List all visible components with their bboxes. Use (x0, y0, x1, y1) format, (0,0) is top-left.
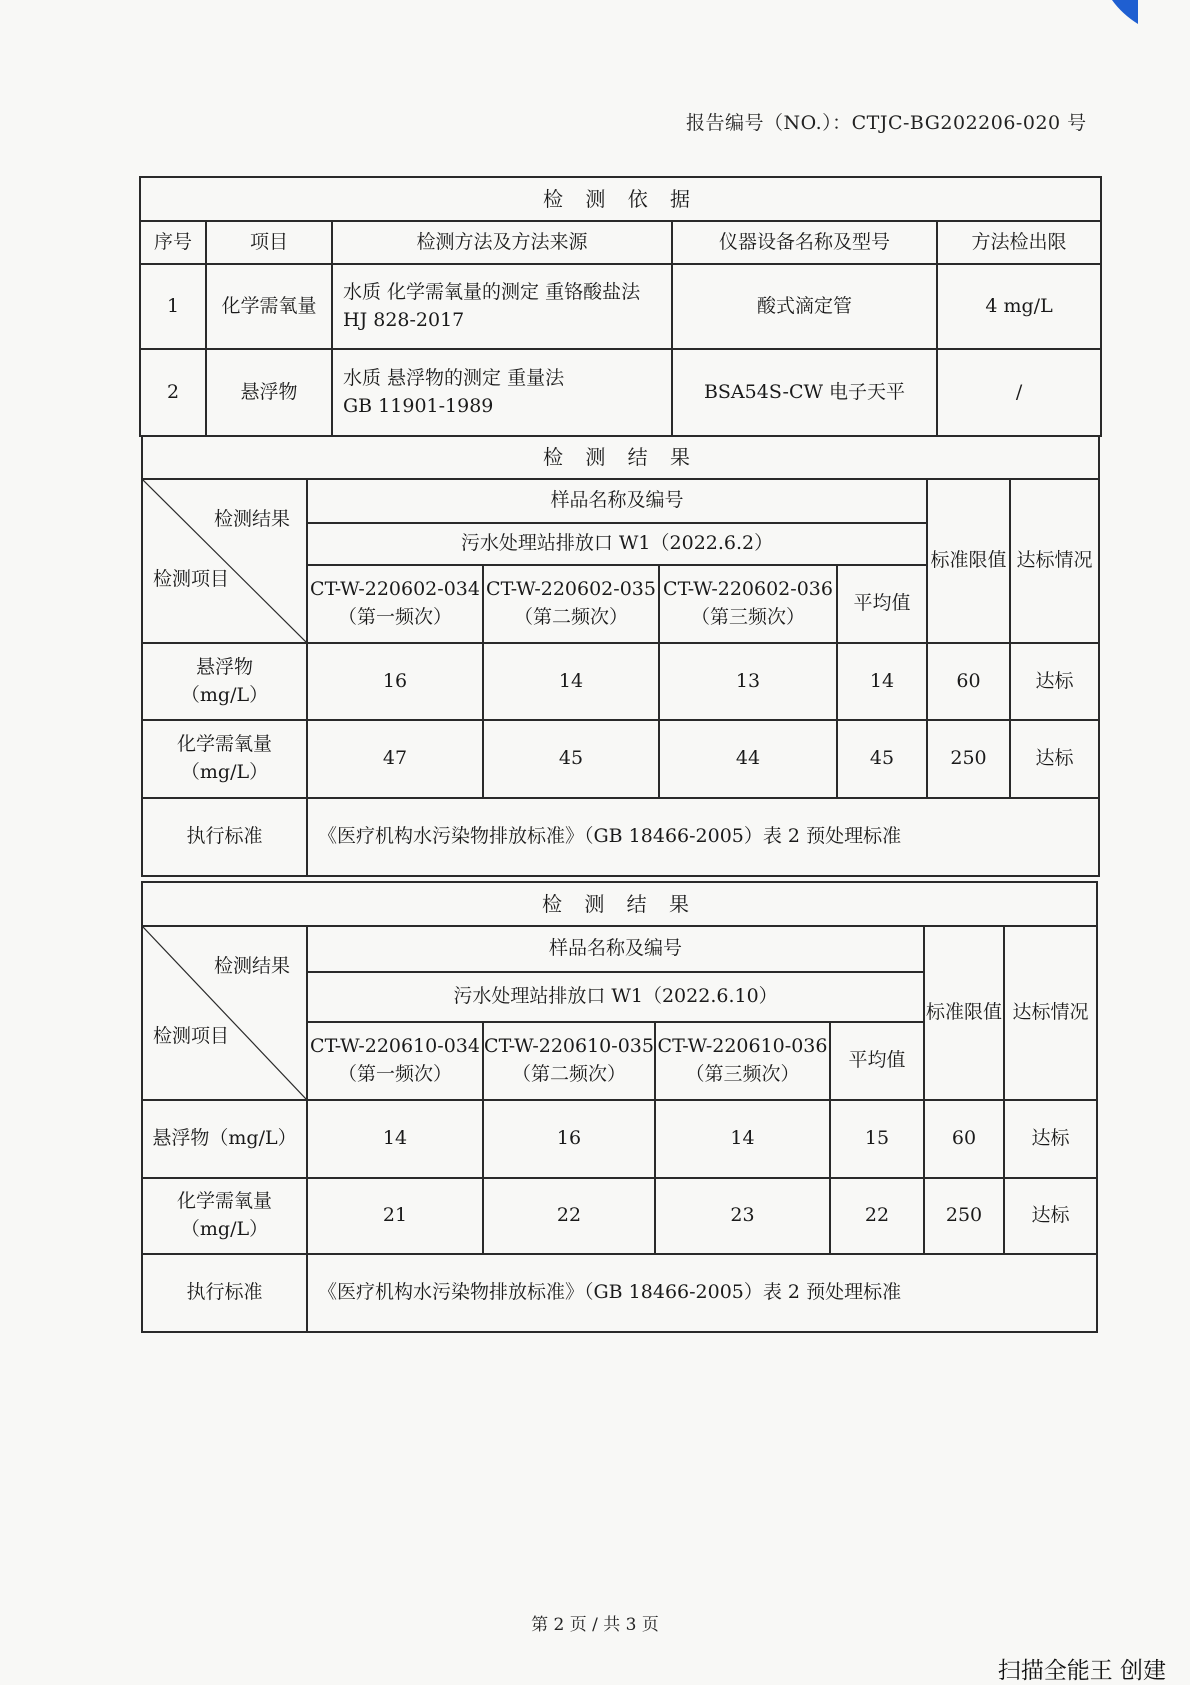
method-standard: GB 11901-1989 (343, 394, 494, 417)
page-number: 第 2 页 / 共 3 页 (531, 1615, 659, 1635)
corner-mark-icon (1108, 0, 1138, 26)
item-unit: （mg/L） (180, 683, 269, 706)
results-title: 检 测 结 果 (142, 436, 1099, 479)
item-label: 化学需氧量 (176, 733, 272, 756)
value-status: 达标 (1010, 643, 1099, 720)
header-method: 检测方法及方法来源 (332, 221, 672, 264)
diag-item-label: 检测项目 (153, 568, 230, 591)
sample-freq: （第二频次） (511, 1063, 626, 1085)
value-1: 14 (307, 1100, 483, 1178)
value-avg: 15 (830, 1100, 924, 1178)
sample-header: 样品名称及编号 (307, 479, 927, 523)
sample-freq: （第三频次） (690, 606, 805, 628)
row-instrument: BSA54S-CW 电子天平 (672, 349, 937, 436)
table-row (140, 264, 1101, 349)
results-table-2 (141, 881, 1098, 1333)
item-name (142, 643, 307, 720)
table-row (142, 1100, 1097, 1178)
value-2: 22 (483, 1178, 655, 1254)
value-status: 达标 (1010, 720, 1099, 798)
sample-code-3 (659, 565, 837, 643)
method-standard: HJ 828-2017 (343, 308, 465, 331)
value-status: 达标 (1004, 1178, 1097, 1254)
item-name (142, 1100, 307, 1178)
table-row (142, 643, 1099, 720)
diag-result-label: 检测结果 (213, 955, 290, 977)
row-item: 悬浮物 (206, 349, 332, 436)
value-3: 23 (655, 1178, 830, 1254)
method-name: 水质 化学需氧量的测定 重铬酸盐法 (343, 280, 641, 303)
value-1: 21 (307, 1178, 483, 1254)
status-label: 达标情况 (1010, 479, 1099, 643)
header-no: 序号 (140, 221, 206, 264)
diag-item-label: 检测项目 (153, 1025, 230, 1048)
table-row (142, 798, 1099, 876)
sample-header: 样品名称及编号 (307, 926, 924, 972)
sample-location: 污水处理站排放口 W1（2022.6.2） (307, 523, 927, 565)
sample-freq: （第一频次） (337, 606, 452, 628)
value-avg: 22 (830, 1178, 924, 1254)
sample-code-2 (483, 1022, 655, 1100)
sample-freq: （第一频次） (337, 1063, 452, 1085)
value-3: 44 (659, 720, 837, 798)
std-label: 标准限值 (924, 926, 1004, 1100)
diag-result-label: 检测结果 (213, 508, 290, 530)
exec-standard: 《医疗机构水污染物排放标准》（GB 18466-2005）表 2 预处理标准 (307, 798, 1099, 876)
value-std: 60 (924, 1100, 1004, 1178)
value-1: 47 (307, 720, 483, 798)
item-unit: （mg/L） (180, 761, 269, 783)
value-std: 250 (924, 1178, 1004, 1254)
sample-code: CT-W-220610-036 (657, 1035, 828, 1058)
results-title: 检 测 结 果 (142, 882, 1097, 926)
value-std: 60 (927, 643, 1010, 720)
diagonal-header (142, 479, 307, 643)
item-name (142, 720, 307, 798)
exec-label: 执行标准 (142, 1254, 307, 1332)
row-no: 2 (140, 349, 206, 436)
item-label: 悬浮物 (195, 655, 253, 678)
diagonal-line (143, 480, 306, 642)
value-2: 16 (483, 1100, 655, 1178)
sample-code-3 (655, 1022, 830, 1100)
table-row (140, 349, 1101, 436)
sample-code: CT-W-220610-035 (484, 1035, 654, 1058)
avg-label: 平均值 (830, 1022, 924, 1100)
header-item: 项目 (206, 221, 332, 264)
sample-code-2 (483, 565, 659, 643)
value-3: 13 (659, 643, 837, 720)
method-name: 水质 悬浮物的测定 重量法 (343, 366, 565, 389)
row-limit: / (937, 349, 1101, 436)
sample-code-1 (307, 565, 483, 643)
value-2: 14 (483, 643, 659, 720)
diagonal-header (142, 926, 307, 1100)
row-instrument: 酸式滴定管 (672, 264, 937, 349)
item-label: 悬浮物（mg/L） (152, 1127, 297, 1150)
status-label: 达标情况 (1004, 926, 1097, 1100)
row-limit: 4 mg/L (937, 264, 1101, 349)
sample-code: CT-W-220602-035 (486, 578, 656, 601)
row-no: 1 (140, 264, 206, 349)
value-3: 14 (655, 1100, 830, 1178)
value-avg: 14 (837, 643, 927, 720)
row-method (332, 264, 672, 349)
sample-freq: （第二频次） (513, 606, 628, 628)
sample-freq: （第三频次） (685, 1063, 800, 1085)
row-method (332, 349, 672, 436)
row-item: 化学需氧量 (206, 264, 332, 349)
value-std: 250 (927, 720, 1010, 798)
header-instrument: 仪器设备名称及型号 (672, 221, 937, 264)
results-table-1 (141, 435, 1100, 877)
item-label: 化学需氧量 (176, 1190, 272, 1213)
sample-location: 污水处理站排放口 W1（2022.6.10） (307, 972, 924, 1022)
item-unit: （mg/L） (180, 1218, 269, 1240)
table-row (142, 1178, 1097, 1254)
basis-title: 检 测 依 据 (140, 177, 1101, 221)
item-name (142, 1178, 307, 1254)
value-2: 45 (483, 720, 659, 798)
value-status: 达标 (1004, 1100, 1097, 1178)
sample-code-1 (307, 1022, 483, 1100)
scanner-watermark: 扫描全能王 创建 (997, 1658, 1166, 1684)
value-avg: 45 (837, 720, 927, 798)
table-row (142, 1254, 1097, 1332)
table-row (142, 720, 1099, 798)
report-number: 报告编号（NO.）：CTJC-BG202206-020 号 (686, 112, 1087, 134)
sample-code: CT-W-220610-034 (310, 1035, 480, 1058)
header-limit: 方法检出限 (937, 221, 1101, 264)
avg-label: 平均值 (837, 565, 927, 643)
exec-label: 执行标准 (142, 798, 307, 876)
std-label: 标准限值 (927, 479, 1010, 643)
basis-table (139, 176, 1102, 437)
sample-code: CT-W-220602-036 (663, 578, 833, 601)
exec-standard: 《医疗机构水污染物排放标准》（GB 18466-2005）表 2 预处理标准 (307, 1254, 1097, 1332)
value-1: 16 (307, 643, 483, 720)
sample-code: CT-W-220602-034 (310, 578, 480, 601)
